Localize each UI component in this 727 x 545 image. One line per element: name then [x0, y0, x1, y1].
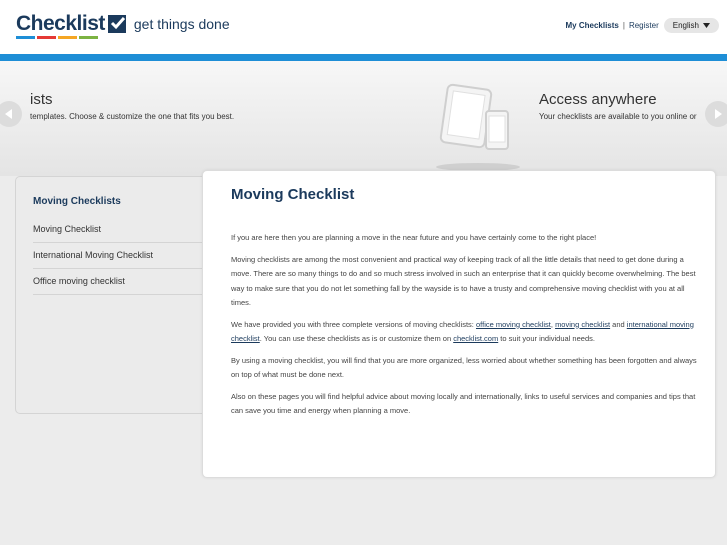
paragraph-2: Moving checklists are among the most convenient and practical way of keeping track of all the little details that need to get done during a move. There are so many things to do and so much stress involved in such an enterprise that it can quickly become overwhelming. The best way to make sure that you do not let something fall by the wayside is to have a trusty and comprehensive moving checklist with you at all times. — [231, 254, 696, 307]
sidebar-item-international-moving-checklist[interactable]: International Moving Checklist — [33, 243, 203, 269]
international-moving-checklist-link[interactable]: international moving checklist — [231, 319, 694, 343]
slide-title-previous: ists — [30, 91, 53, 108]
accent-band — [0, 54, 727, 61]
triangle-down-icon — [703, 21, 710, 30]
main-content — [202, 170, 716, 478]
sidebar-item-moving-checklist[interactable]: Moving Checklist — [33, 217, 203, 243]
sidebar-item-office-moving-checklist[interactable]: Office moving checklist — [33, 269, 203, 295]
logo-bar-red — [37, 36, 56, 39]
page-title: Moving Checklist — [231, 186, 355, 203]
chevron-left-icon[interactable] — [0, 101, 22, 127]
logo-tagline: get things done — [133, 16, 230, 32]
chevron-right-icon[interactable] — [705, 101, 727, 127]
nav-separator: | — [622, 21, 625, 30]
slide-title-current: Access anywhere — [539, 91, 657, 108]
office-moving-checklist-link[interactable]: office moving checklist — [475, 319, 551, 329]
logo-bar-green — [79, 36, 98, 39]
paragraph-3 — [231, 318, 701, 347]
checklist-com-link[interactable]: checklist.com — [453, 334, 499, 343]
sidebar-title[interactable]: Moving Checklists — [33, 196, 121, 207]
tablet-phone-icon — [428, 81, 528, 176]
paragraph-5: Also on these pages you will find helpful advice about moving locally and internationally, links to useful services and companies and tips that can save you time and energy when planning a move. — [231, 391, 696, 415]
language-label: English — [672, 21, 699, 30]
paragraph-3-text-4: . You can use these checklists as is or customize them on — [259, 334, 454, 343]
sidebar-list — [33, 217, 203, 295]
top-nav — [566, 18, 719, 33]
intro-paragraph: If you are here then you are planning a move in the near future and you have certainly come to the right place! — [231, 233, 597, 242]
paragraph-3-text-1: We have provided you with three complete versions of moving checklists: — [231, 319, 476, 329]
checkmark-box-icon — [108, 15, 126, 33]
paragraph-3-text-3: and — [610, 319, 627, 329]
logo-color-bars — [16, 36, 98, 39]
my-checklists-link[interactable]: My Checklists — [565, 21, 619, 30]
slide-desc-previous: templates. Choose & customize the one that fits you best. — [30, 112, 235, 121]
slide-desc-current: Your checklists are available to you online or — [539, 112, 697, 121]
register-link[interactable]: Register — [628, 21, 659, 30]
site-header — [0, 0, 727, 56]
feature-slider — [0, 61, 727, 176]
sidebar — [15, 176, 215, 414]
language-selector[interactable] — [664, 18, 719, 33]
paragraph-4: By using a moving checklist, you will find that you are more organized, less worried about whether something has been forgotten and always on top of what must be done next. — [231, 355, 697, 379]
logo-text: Checklist — [16, 12, 105, 35]
paragraph-3-text-2: , — [550, 319, 556, 329]
logo-bar-blue — [16, 36, 35, 39]
logo-bar-orange — [58, 36, 77, 39]
paragraph-3-text-5: to suit your individual needs. — [498, 334, 595, 343]
content-body — [231, 231, 701, 426]
moving-checklist-link[interactable]: moving checklist — [555, 319, 611, 329]
